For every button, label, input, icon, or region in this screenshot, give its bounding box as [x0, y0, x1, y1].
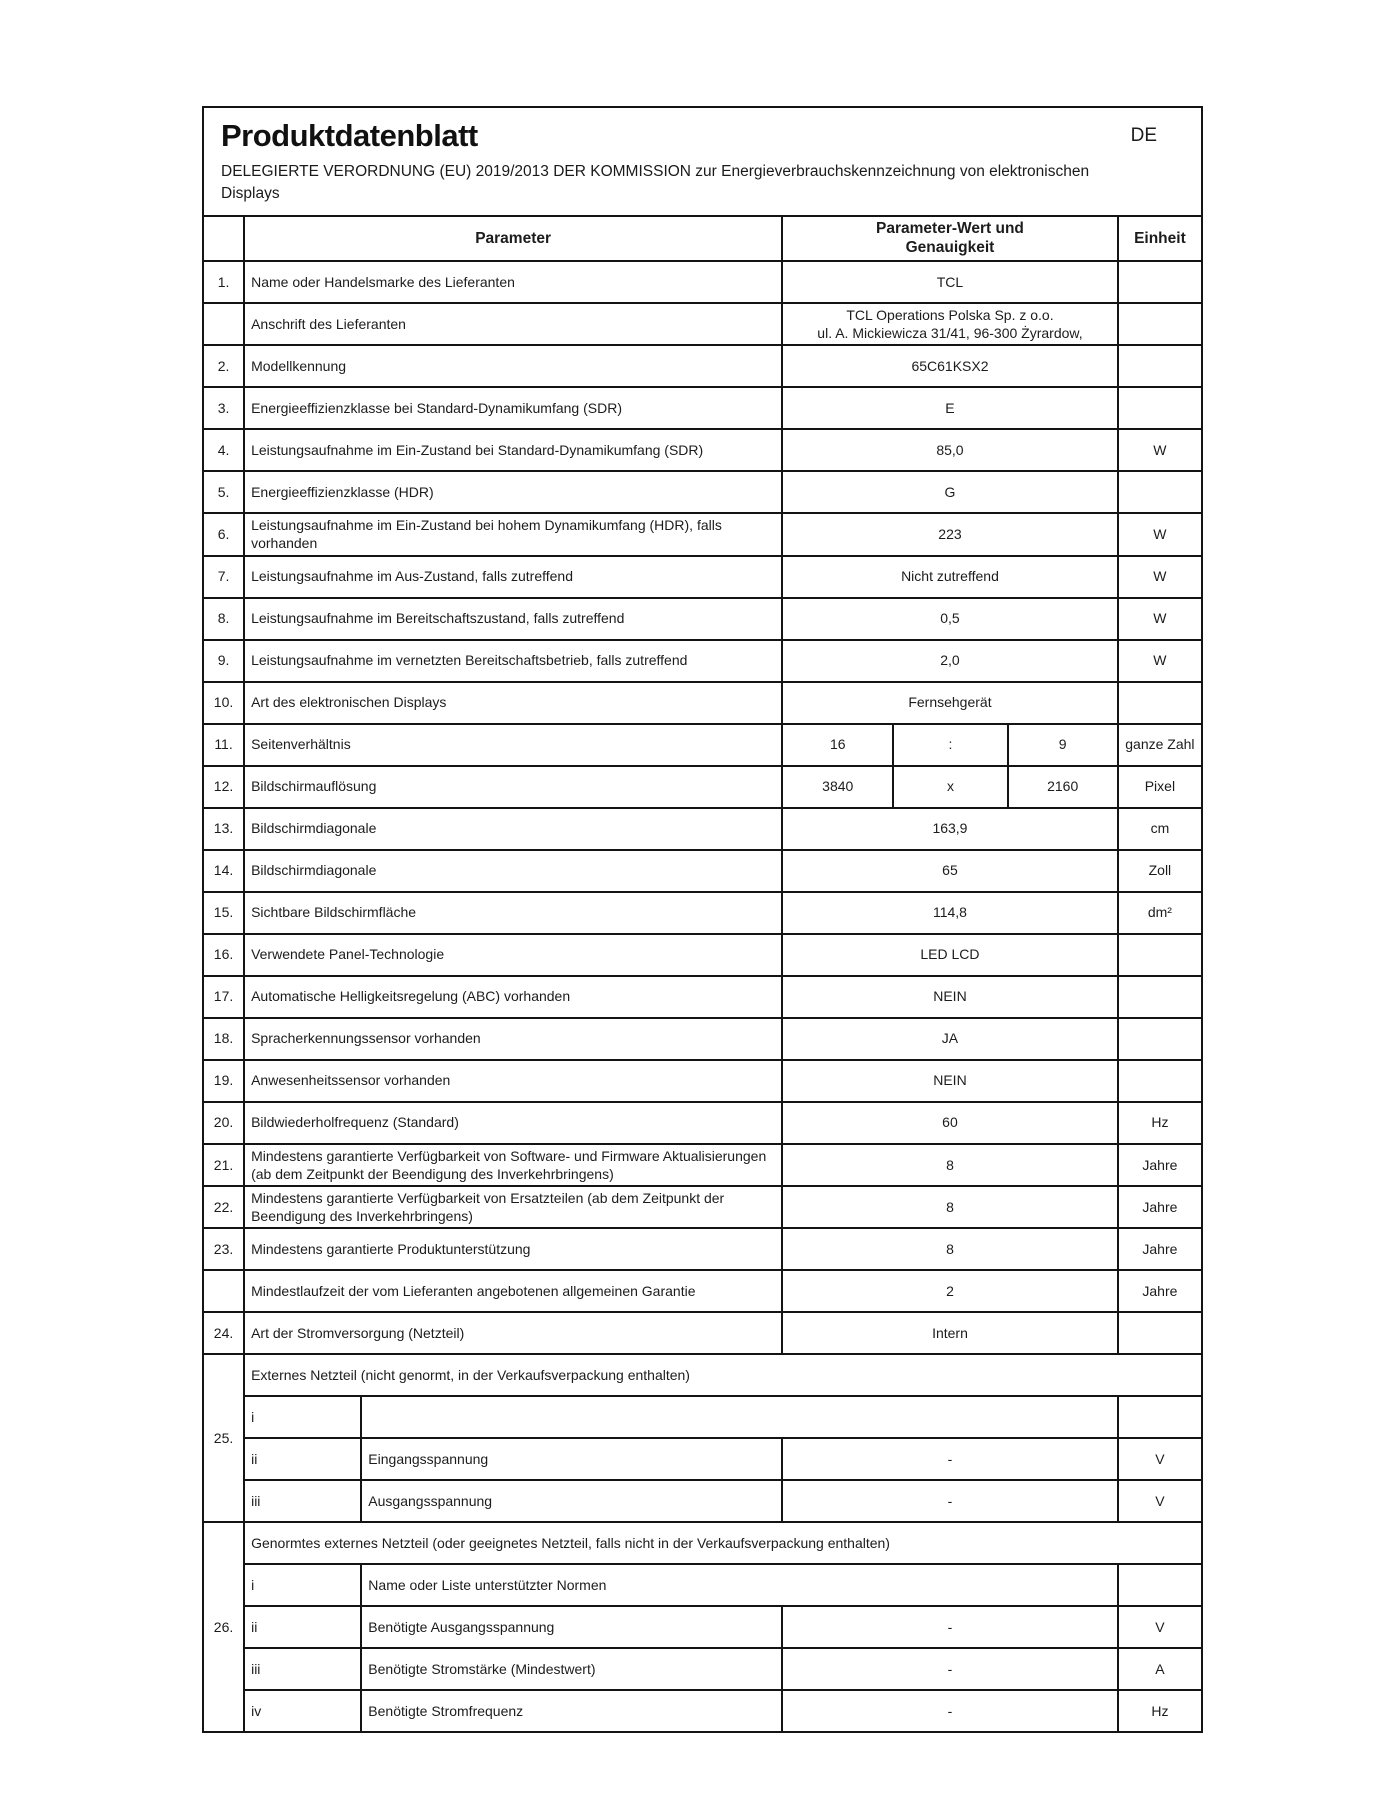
datasheet-header — [202, 106, 1203, 215]
row-number-cell: 1. — [203, 261, 244, 303]
row-number-cell: 23. — [203, 1228, 244, 1270]
table-row — [203, 1186, 1202, 1228]
unit-cell — [1118, 1312, 1202, 1354]
unit-cell: Hz — [1118, 1690, 1202, 1732]
parameter-cell: Benötigte Stromfrequenz — [361, 1690, 782, 1732]
row-number-cell: 9. — [203, 640, 244, 682]
sublabel-cell: iii — [244, 1480, 361, 1522]
value-cell: JA — [782, 1018, 1118, 1060]
value-cell-empty — [361, 1396, 1118, 1438]
row-number-cell: 3. — [203, 387, 244, 429]
table-row — [203, 1312, 1202, 1354]
row-number-cell: 14. — [203, 850, 244, 892]
parameter-cell: Name oder Handelsmarke des Lieferanten — [244, 261, 782, 303]
unit-cell: Zoll — [1118, 850, 1202, 892]
parameter-cell: Bildschirmdiagonale — [244, 808, 782, 850]
table-row — [203, 1438, 1202, 1480]
value-cell: NEIN — [782, 976, 1118, 1018]
parameter-cell: Energieeffizienzklasse bei Standard-Dynamikumfang (SDR) — [244, 387, 782, 429]
unit-cell — [1118, 471, 1202, 513]
unit-cell: Jahre — [1118, 1186, 1202, 1228]
table-header-row — [203, 216, 1202, 261]
regulation-subtitle-line2: Displays — [221, 185, 280, 202]
value-cell: 163,9 — [782, 808, 1118, 850]
value-cell: Fernsehgerät — [782, 682, 1118, 724]
unit-cell — [1118, 1018, 1202, 1060]
row-number-cell: 16. — [203, 934, 244, 976]
value-cell: G — [782, 471, 1118, 513]
table-row — [203, 640, 1202, 682]
value-cell: 8 — [782, 1228, 1118, 1270]
row-number-cell: 7. — [203, 556, 244, 598]
parameter-cell: Leistungsaufnahme im Aus-Zustand, falls zutreffend — [244, 556, 782, 598]
table-row — [203, 850, 1202, 892]
parameter-cell: Anwesenheitssensor vorhanden — [244, 1060, 782, 1102]
table-row — [203, 1480, 1202, 1522]
parameter-table — [202, 215, 1203, 1733]
parameter-cell: Name oder Liste unterstützter Normen — [361, 1564, 1118, 1606]
unit-cell: W — [1118, 513, 1202, 555]
table-row — [203, 387, 1202, 429]
section-title-cell: Externes Netzteil (nicht genormt, in der Verkaufsverpackung enthalten) — [244, 1354, 1202, 1396]
column-header-number-empty — [203, 216, 244, 261]
table-row — [203, 1396, 1202, 1438]
value-line: ul. A. Mickiewicza 31/41, 96-300 Żyrardow, — [817, 324, 1083, 341]
row-number-cell: 4. — [203, 429, 244, 471]
parameter-cell: Modellkennung — [244, 345, 782, 387]
unit-cell: A — [1118, 1648, 1202, 1690]
value-cell: 2 — [782, 1270, 1118, 1312]
table-row — [203, 1144, 1202, 1186]
row-number-cell: 6. — [203, 513, 244, 555]
value-cell: 8 — [782, 1144, 1118, 1186]
parameter-table-body — [203, 261, 1202, 1733]
table-row — [203, 682, 1202, 724]
value-cell: - — [782, 1480, 1118, 1522]
unit-cell: W — [1118, 598, 1202, 640]
row-number-cell: 12. — [203, 766, 244, 808]
unit-cell — [1118, 934, 1202, 976]
row-number-cell: 26. — [203, 1522, 244, 1732]
parameter-cell: Leistungsaufnahme im vernetzten Bereitschaftsbetrieb, falls zutreffend — [244, 640, 782, 682]
parameter-cell: Art der Stromversorgung (Netzteil) — [244, 1312, 782, 1354]
parameter-cell: Ausgangsspannung — [361, 1480, 782, 1522]
unit-cell: ganze Zahl — [1118, 724, 1202, 766]
row-number-cell: 2. — [203, 345, 244, 387]
unit-cell: Jahre — [1118, 1228, 1202, 1270]
row-number-cell — [203, 1270, 244, 1312]
unit-cell: V — [1118, 1480, 1202, 1522]
table-row — [203, 1102, 1202, 1144]
section-title-cell: Genormtes externes Netzteil (oder geeignetes Netzteil, falls nicht in der Verkaufsverpackung enthalten) — [244, 1522, 1202, 1564]
value-cell-middle: : — [893, 724, 1007, 766]
row-number-cell: 19. — [203, 1060, 244, 1102]
unit-cell: Jahre — [1118, 1144, 1202, 1186]
value-cell-right: 9 — [1008, 724, 1118, 766]
parameter-cell: Mindestens garantierte Verfügbarkeit von Ersatzteilen (ab dem Zeitpunkt der Beendigung des Inverkehrbringens) — [244, 1186, 782, 1228]
row-number-cell: 11. — [203, 724, 244, 766]
parameter-cell: Spracherkennungssensor vorhanden — [244, 1018, 782, 1060]
value-cell: - — [782, 1438, 1118, 1480]
table-row — [203, 429, 1202, 471]
row-number-cell: 8. — [203, 598, 244, 640]
table-row — [203, 556, 1202, 598]
column-header-unit: Einheit — [1118, 216, 1202, 261]
table-row — [203, 1522, 1202, 1564]
unit-cell: Hz — [1118, 1102, 1202, 1144]
column-header-parameter: Parameter — [244, 216, 782, 261]
value-cell: LED LCD — [782, 934, 1118, 976]
table-row — [203, 471, 1202, 513]
value-cell-left: 16 — [782, 724, 893, 766]
unit-cell — [1118, 682, 1202, 724]
parameter-cell: Art des elektronischen Displays — [244, 682, 782, 724]
parameter-cell: Leistungsaufnahme im Bereitschaftszustand, falls zutreffend — [244, 598, 782, 640]
unit-cell — [1118, 1564, 1202, 1606]
value-cell-middle: x — [893, 766, 1007, 808]
unit-cell: W — [1118, 640, 1202, 682]
regulation-subtitle — [221, 161, 1185, 205]
value-cell: - — [782, 1648, 1118, 1690]
page-title: Produktdatenblatt — [221, 118, 478, 153]
value-cell: NEIN — [782, 1060, 1118, 1102]
table-row — [203, 1648, 1202, 1690]
value-cell: E — [782, 387, 1118, 429]
sublabel-cell: ii — [244, 1606, 361, 1648]
sublabel-cell: iii — [244, 1648, 361, 1690]
table-row — [203, 345, 1202, 387]
unit-cell — [1118, 1396, 1202, 1438]
table-row — [203, 724, 1202, 766]
value-cell: 8 — [782, 1186, 1118, 1228]
parameter-cell: Anschrift des Lieferanten — [244, 303, 782, 345]
table-row — [203, 1606, 1202, 1648]
parameter-cell: Benötigte Stromstärke (Mindestwert) — [361, 1648, 782, 1690]
table-row — [203, 1270, 1202, 1312]
row-number-cell: 21. — [203, 1144, 244, 1186]
parameter-cell: Leistungsaufnahme im Ein-Zustand bei hohem Dynamikumfang (HDR), falls vorhanden — [244, 513, 782, 555]
parameter-cell: Verwendete Panel-Technologie — [244, 934, 782, 976]
value-line: TCL Operations Polska Sp. z o.o. — [846, 306, 1054, 323]
table-row — [203, 1354, 1202, 1396]
table-row — [203, 1060, 1202, 1102]
row-number-cell: 24. — [203, 1312, 244, 1354]
table-row — [203, 303, 1202, 345]
unit-cell: dm² — [1118, 892, 1202, 934]
table-row — [203, 513, 1202, 555]
parameter-cell: Seitenverhältnis — [244, 724, 782, 766]
row-number-cell: 20. — [203, 1102, 244, 1144]
unit-cell: V — [1118, 1438, 1202, 1480]
unit-cell — [1118, 976, 1202, 1018]
regulation-subtitle-line1: DELEGIERTE VERORDNUNG (EU) 2019/2013 DER KOMMISSION zur Energieverbrauchskennzeichnung von elektronischen — [221, 163, 1090, 180]
parameter-cell: Mindestens garantierte Produktunterstützung — [244, 1228, 782, 1270]
value-cell: Intern — [782, 1312, 1118, 1354]
row-number-cell: 10. — [203, 682, 244, 724]
sublabel-cell: i — [244, 1396, 361, 1438]
row-number-cell: 25. — [203, 1354, 244, 1522]
unit-cell: Jahre — [1118, 1270, 1202, 1312]
unit-cell — [1118, 345, 1202, 387]
row-number-cell: 18. — [203, 1018, 244, 1060]
table-row — [203, 1690, 1202, 1732]
row-number-cell: 13. — [203, 808, 244, 850]
parameter-cell: Benötigte Ausgangsspannung — [361, 1606, 782, 1648]
parameter-cell: Eingangsspannung — [361, 1438, 782, 1480]
unit-cell: V — [1118, 1606, 1202, 1648]
value-cell: TCL — [782, 261, 1118, 303]
parameter-cell: Mindestlaufzeit der vom Lieferanten angebotenen allgemeinen Garantie — [244, 1270, 782, 1312]
value-cell: Nicht zutreffend — [782, 556, 1118, 598]
parameter-cell: Automatische Helligkeitsregelung (ABC) vorhanden — [244, 976, 782, 1018]
value-cell: 223 — [782, 513, 1118, 555]
table-row — [203, 261, 1202, 303]
parameter-cell: Bildwiederholfrequenz (Standard) — [244, 1102, 782, 1144]
parameter-cell: Energieeffizienzklasse (HDR) — [244, 471, 782, 513]
parameter-cell: Leistungsaufnahme im Ein-Zustand bei Standard-Dynamikumfang (SDR) — [244, 429, 782, 471]
row-number-cell: 22. — [203, 1186, 244, 1228]
value-cell: 114,8 — [782, 892, 1118, 934]
value-cell: 0,5 — [782, 598, 1118, 640]
row-number-cell — [203, 303, 244, 345]
title-row — [221, 118, 1185, 154]
table-row — [203, 766, 1202, 808]
value-cell — [782, 303, 1118, 345]
value-cell: 2,0 — [782, 640, 1118, 682]
language-code: DE — [1130, 125, 1157, 146]
value-cell: 65 — [782, 850, 1118, 892]
parameter-cell: Bildschirmdiagonale — [244, 850, 782, 892]
table-row — [203, 1228, 1202, 1270]
value-cell: 65C61KSX2 — [782, 345, 1118, 387]
column-header-value-line2: Genauigkeit — [905, 239, 995, 257]
table-row — [203, 892, 1202, 934]
value-cell: 85,0 — [782, 429, 1118, 471]
table-row — [203, 1564, 1202, 1606]
value-cell-right: 2160 — [1008, 766, 1118, 808]
row-number-cell: 17. — [203, 976, 244, 1018]
value-cell-left: 3840 — [782, 766, 893, 808]
sublabel-cell: iv — [244, 1690, 361, 1732]
unit-cell — [1118, 261, 1202, 303]
unit-cell: W — [1118, 429, 1202, 471]
unit-cell — [1118, 303, 1202, 345]
unit-cell — [1118, 387, 1202, 429]
sublabel-cell: ii — [244, 1438, 361, 1480]
value-cell: - — [782, 1606, 1118, 1648]
product-datasheet — [202, 106, 1203, 1733]
table-row — [203, 808, 1202, 850]
column-header-value — [782, 216, 1118, 261]
table-row — [203, 598, 1202, 640]
value-cell: 60 — [782, 1102, 1118, 1144]
unit-cell — [1118, 1060, 1202, 1102]
unit-cell: cm — [1118, 808, 1202, 850]
table-row — [203, 976, 1202, 1018]
value-cell: - — [782, 1690, 1118, 1732]
row-number-cell: 5. — [203, 471, 244, 513]
row-number-cell: 15. — [203, 892, 244, 934]
unit-cell: Pixel — [1118, 766, 1202, 808]
unit-cell: W — [1118, 556, 1202, 598]
sublabel-cell: i — [244, 1564, 361, 1606]
column-header-value-line1: Parameter-Wert und — [876, 220, 1024, 237]
parameter-cell: Sichtbare Bildschirmfläche — [244, 892, 782, 934]
table-row — [203, 934, 1202, 976]
parameter-cell: Mindestens garantierte Verfügbarkeit von Software- und Firmware Aktualisierungen (ab dem Zeitpunkt der Beendigung des Inverkehrbringens) — [244, 1144, 782, 1186]
table-row — [203, 1018, 1202, 1060]
parameter-cell: Bildschirmauflösung — [244, 766, 782, 808]
